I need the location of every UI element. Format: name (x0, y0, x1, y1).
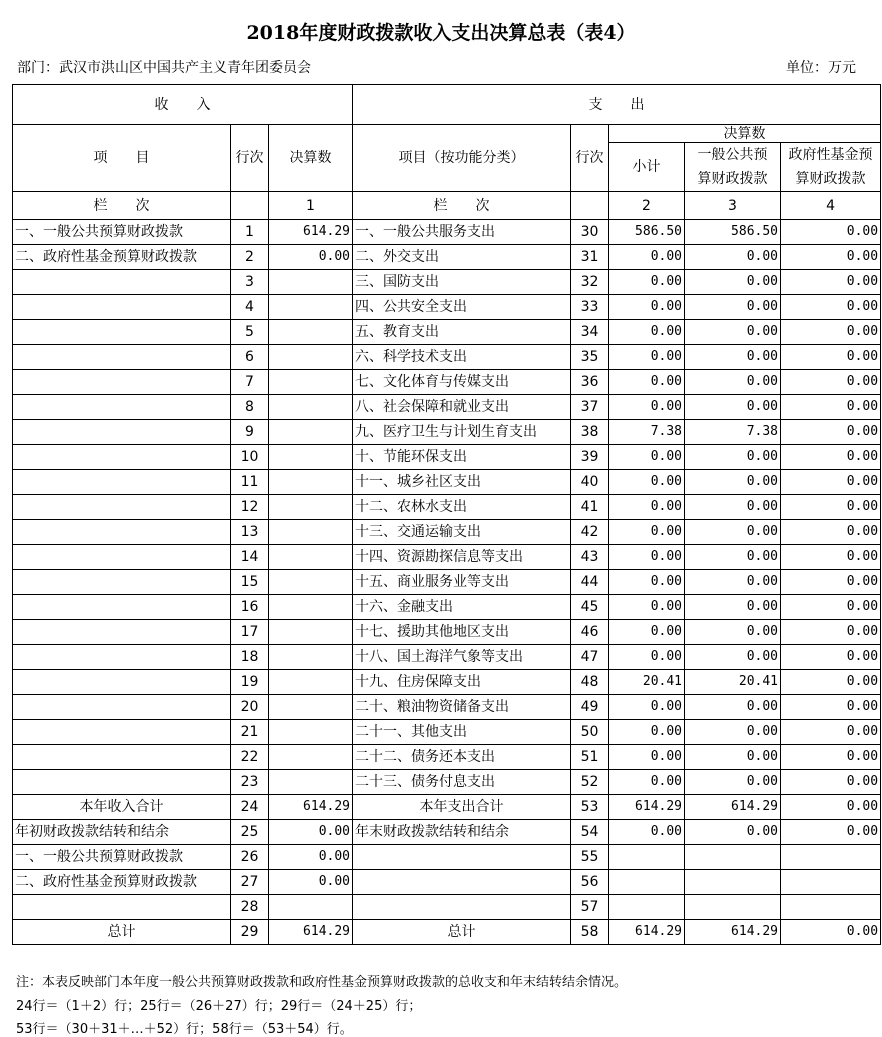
income-rowno-cell: 2 (231, 245, 269, 270)
general-budget-cell: 0.00 (685, 820, 781, 845)
expense-rowno-cell: 55 (571, 845, 609, 870)
expense-rowno-cell: 45 (571, 595, 609, 620)
subtotal-cell (609, 870, 685, 895)
note-line-2: 24行＝（1＋2）行；25行＝（26＋27）行；29行＝（24＋25）行； (16, 999, 422, 1014)
income-amount-cell: 0.00 (269, 870, 353, 895)
subtotal-cell: 0.00 (609, 770, 685, 795)
income-amount-cell (269, 470, 353, 495)
table-row (13, 370, 881, 395)
income-amount-cell (269, 545, 353, 570)
general-budget-cell: 0.00 (685, 745, 781, 770)
general-budget-cell: 0.00 (685, 695, 781, 720)
table-row (13, 870, 881, 895)
gov-fund-cell: 0.00 (781, 495, 881, 520)
general-budget-cell: 0.00 (685, 495, 781, 520)
income-item-cell (13, 320, 231, 345)
income-rowno-cell: 28 (231, 895, 269, 920)
expense-item-cell: 二十、粮油物资储备支出 (353, 695, 571, 720)
gov-fund-cell: 0.00 (781, 545, 881, 570)
income-header: 收 入 (13, 85, 353, 125)
gov-fund-cell: 0.00 (781, 420, 881, 445)
income-amount-cell (269, 895, 353, 920)
income-amount-cell (269, 770, 353, 795)
general-budget-cell: 0.00 (685, 320, 781, 345)
income-amount-cell: 614.29 (269, 220, 353, 245)
expense-rowno-cell: 30 (571, 220, 609, 245)
note-line-3: 53行＝（30＋31＋…＋52）行；58行＝（53＋54）行。 (16, 1022, 353, 1037)
col-index-4: 4 (781, 192, 881, 220)
table-row (13, 595, 881, 620)
subtotal-cell: 0.00 (609, 270, 685, 295)
expense-item-cell: 三、国防支出 (353, 270, 571, 295)
income-amount-cell (269, 345, 353, 370)
subtotal-cell: 0.00 (609, 345, 685, 370)
expense-header: 支 出 (353, 85, 881, 125)
empty-cell (231, 192, 269, 220)
expense-rowno-cell: 38 (571, 420, 609, 445)
expense-item-cell: 十五、商业服务业等支出 (353, 570, 571, 595)
expense-rowno-cell: 43 (571, 545, 609, 570)
subtotal-cell: 0.00 (609, 545, 685, 570)
income-rowno-cell: 20 (231, 695, 269, 720)
general-budget-cell: 0.00 (685, 595, 781, 620)
subtotal-cell: 7.38 (609, 420, 685, 445)
expense-item-cell: 八、社会保障和就业支出 (353, 395, 571, 420)
table-row (13, 620, 881, 645)
income-amount-cell (269, 570, 353, 595)
expense-rowno-cell: 42 (571, 520, 609, 545)
income-item-cell (13, 570, 231, 595)
expense-rowno-cell: 33 (571, 295, 609, 320)
gov-fund-cell: 0.00 (781, 470, 881, 495)
income-item-cell (13, 645, 231, 670)
expense-rowno-header: 行次 (571, 125, 609, 192)
gov-fund-cell: 0.00 (781, 220, 881, 245)
subtotal-cell: 0.00 (609, 820, 685, 845)
expense-rowno-cell: 47 (571, 645, 609, 670)
general-budget-cell: 0.00 (685, 470, 781, 495)
expense-item-cell: 二十三、债务付息支出 (353, 770, 571, 795)
income-lanci: 栏 次 (13, 192, 231, 220)
income-item-cell: 一、一般公共预算财政拨款 (13, 845, 231, 870)
expense-item-cell: 十二、农林水支出 (353, 495, 571, 520)
general-budget-cell: 0.00 (685, 245, 781, 270)
subtotal-cell: 0.00 (609, 745, 685, 770)
gov-fund-cell (781, 870, 881, 895)
income-item-cell: 二、政府性基金预算财政拨款 (13, 870, 231, 895)
income-rowno-cell: 27 (231, 870, 269, 895)
expense-item-cell: 七、文化体育与传媒支出 (353, 370, 571, 395)
income-item-cell (13, 545, 231, 570)
income-rowno-cell: 12 (231, 495, 269, 520)
table-row (13, 695, 881, 720)
expense-rowno-cell: 51 (571, 745, 609, 770)
subtotal-cell: 0.00 (609, 470, 685, 495)
expense-item-cell: 本年支出合计 (353, 795, 571, 820)
subtotal-cell: 0.00 (609, 295, 685, 320)
income-rowno-cell: 9 (231, 420, 269, 445)
income-item-cell: 本年收入合计 (13, 795, 231, 820)
income-rowno-cell: 29 (231, 920, 269, 945)
subtotal-cell: 0.00 (609, 620, 685, 645)
expense-rowno-cell: 37 (571, 395, 609, 420)
income-amount-cell (269, 695, 353, 720)
expense-item-cell: 十九、住房保障支出 (353, 670, 571, 695)
table-row (13, 895, 881, 920)
expense-lanci: 栏 次 (353, 192, 571, 220)
gov-fund-cell: 0.00 (781, 320, 881, 345)
income-amount-header: 决算数 (269, 125, 353, 192)
subtotal-cell: 0.00 (609, 245, 685, 270)
income-item-cell (13, 670, 231, 695)
income-item-cell (13, 745, 231, 770)
general-budget-cell: 0.00 (685, 295, 781, 320)
col-index-1: 1 (269, 192, 353, 220)
table-row (13, 520, 881, 545)
income-rowno-cell: 6 (231, 345, 269, 370)
income-item-cell (13, 695, 231, 720)
gov-fund-cell: 0.00 (781, 520, 881, 545)
income-item-cell: 一、一般公共预算财政拨款 (13, 220, 231, 245)
gov-fund-cell: 0.00 (781, 370, 881, 395)
general-budget-cell (685, 870, 781, 895)
income-item-cell (13, 370, 231, 395)
subtotal-cell: 0.00 (609, 720, 685, 745)
general-budget-cell: 614.29 (685, 920, 781, 945)
table-row (13, 420, 881, 445)
general-budget-cell: 0.00 (685, 370, 781, 395)
general-budget-cell: 0.00 (685, 520, 781, 545)
expense-rowno-cell: 56 (571, 870, 609, 895)
expense-item-cell: 二、外交支出 (353, 245, 571, 270)
income-rowno-cell: 24 (231, 795, 269, 820)
general-budget-cell: 7.38 (685, 420, 781, 445)
table-row (13, 270, 881, 295)
expense-item-cell: 九、医疗卫生与计划生育支出 (353, 420, 571, 445)
general-budget-cell (685, 895, 781, 920)
general-budget-cell: 0.00 (685, 445, 781, 470)
expense-rowno-cell: 52 (571, 770, 609, 795)
expense-item-cell: 十三、交通运输支出 (353, 520, 571, 545)
expense-rowno-cell: 49 (571, 695, 609, 720)
general-budget-cell: 0.00 (685, 270, 781, 295)
subtotal-cell: 0.00 (609, 595, 685, 620)
income-item-cell (13, 495, 231, 520)
income-item-cell (13, 345, 231, 370)
income-rowno-cell: 14 (231, 545, 269, 570)
gov-fund-header: 政府性基金预算财政拨款 (781, 143, 881, 192)
gov-fund-cell: 0.00 (781, 595, 881, 620)
income-amount-cell (269, 520, 353, 545)
income-amount-cell (269, 370, 353, 395)
income-item-cell: 二、政府性基金预算财政拨款 (13, 245, 231, 270)
income-amount-cell (269, 745, 353, 770)
table-row (13, 545, 881, 570)
income-rowno-cell: 16 (231, 595, 269, 620)
income-amount-cell (269, 645, 353, 670)
subtotal-cell: 614.29 (609, 920, 685, 945)
income-rowno-cell: 22 (231, 745, 269, 770)
gov-fund-cell: 0.00 (781, 745, 881, 770)
income-rowno-cell: 8 (231, 395, 269, 420)
expense-rowno-cell: 35 (571, 345, 609, 370)
expense-item-cell (353, 870, 571, 895)
general-budget-cell: 20.41 (685, 670, 781, 695)
income-rowno-cell: 17 (231, 620, 269, 645)
income-item-cell (13, 445, 231, 470)
income-item-cell (13, 420, 231, 445)
gov-fund-cell: 0.00 (781, 795, 881, 820)
expense-rowno-cell: 31 (571, 245, 609, 270)
table-row (13, 320, 881, 345)
general-budget-cell: 0.00 (685, 620, 781, 645)
gov-fund-cell: 0.00 (781, 395, 881, 420)
expense-rowno-cell: 57 (571, 895, 609, 920)
income-amount-cell (269, 495, 353, 520)
table-row (13, 745, 881, 770)
general-budget-cell (685, 845, 781, 870)
table-row (13, 570, 881, 595)
income-amount-cell (269, 320, 353, 345)
gov-fund-cell: 0.00 (781, 445, 881, 470)
empty-cell (571, 192, 609, 220)
income-amount-cell (269, 620, 353, 645)
subtotal-cell: 614.29 (609, 795, 685, 820)
subtotal-cell: 0.00 (609, 320, 685, 345)
income-item-cell (13, 520, 231, 545)
income-rowno-header: 行次 (231, 125, 269, 192)
subtotal-cell: 0.00 (609, 445, 685, 470)
gov-fund-cell: 0.00 (781, 695, 881, 720)
subtotal-cell (609, 845, 685, 870)
income-amount-cell (269, 295, 353, 320)
expense-rowno-cell: 32 (571, 270, 609, 295)
expense-item-cell: 六、科学技术支出 (353, 345, 571, 370)
income-amount-cell: 614.29 (269, 795, 353, 820)
table-row (13, 795, 881, 820)
income-item-cell: 总计 (13, 920, 231, 945)
general-budget-cell: 0.00 (685, 570, 781, 595)
expense-item-cell: 五、教育支出 (353, 320, 571, 345)
general-budget-cell: 0.00 (685, 345, 781, 370)
income-amount-cell (269, 595, 353, 620)
note-line-1: 注：本表反映部门本年度一般公共预算财政拨款和政府性基金预算财政拨款的总收支和年末结转结余情况。 (16, 975, 628, 990)
income-rowno-cell: 18 (231, 645, 269, 670)
table-row (13, 845, 881, 870)
income-item-cell (13, 895, 231, 920)
income-item-cell (13, 470, 231, 495)
income-rowno-cell: 15 (231, 570, 269, 595)
expense-item-cell: 年末财政拨款结转和结余 (353, 820, 571, 845)
gov-fund-cell: 0.00 (781, 645, 881, 670)
income-item-cell: 年初财政拨款结转和结余 (13, 820, 231, 845)
gov-fund-cell: 0.00 (781, 295, 881, 320)
col-index-3: 3 (685, 192, 781, 220)
income-rowno-cell: 5 (231, 320, 269, 345)
income-rowno-cell: 21 (231, 720, 269, 745)
expense-rowno-cell: 46 (571, 620, 609, 645)
income-item-cell (13, 295, 231, 320)
subtotal-cell: 586.50 (609, 220, 685, 245)
gov-fund-cell (781, 895, 881, 920)
subtotal-cell: 0.00 (609, 645, 685, 670)
budget-table (12, 84, 881, 945)
expense-item-cell: 二十一、其他支出 (353, 720, 571, 745)
general-budget-cell: 0.00 (685, 770, 781, 795)
subtotal-cell: 0.00 (609, 520, 685, 545)
expense-rowno-cell: 40 (571, 470, 609, 495)
table-row (13, 820, 881, 845)
table-row (13, 670, 881, 695)
expense-item-cell: 总计 (353, 920, 571, 945)
gov-fund-cell: 0.00 (781, 670, 881, 695)
expense-rowno-cell: 58 (571, 920, 609, 945)
gov-fund-cell: 0.00 (781, 770, 881, 795)
subtotal-cell: 0.00 (609, 570, 685, 595)
table-row (13, 395, 881, 420)
income-rowno-cell: 1 (231, 220, 269, 245)
income-amount-cell (269, 445, 353, 470)
income-amount-cell: 614.29 (269, 920, 353, 945)
expense-rowno-cell: 48 (571, 670, 609, 695)
income-amount-cell (269, 720, 353, 745)
expense-rowno-cell: 36 (571, 370, 609, 395)
income-rowno-cell: 23 (231, 770, 269, 795)
subtotal-header: 小计 (609, 143, 685, 192)
expense-item-cell: 十七、援助其他地区支出 (353, 620, 571, 645)
income-rowno-cell: 7 (231, 370, 269, 395)
income-rowno-cell: 13 (231, 520, 269, 545)
expense-item-cell: 十八、国土海洋气象等支出 (353, 645, 571, 670)
expense-item-cell: 十六、金融支出 (353, 595, 571, 620)
expense-item-cell (353, 895, 571, 920)
general-budget-cell: 614.29 (685, 795, 781, 820)
table-row (13, 245, 881, 270)
income-item-header: 项 目 (13, 125, 231, 192)
income-item-cell (13, 270, 231, 295)
income-amount-cell: 0.00 (269, 820, 353, 845)
gov-fund-cell: 0.00 (781, 270, 881, 295)
col-index-2: 2 (609, 192, 685, 220)
income-rowno-cell: 4 (231, 295, 269, 320)
table-row (13, 470, 881, 495)
income-item-cell (13, 395, 231, 420)
table-row (13, 220, 881, 245)
table-row (13, 770, 881, 795)
gov-fund-cell: 0.00 (781, 820, 881, 845)
table-row (13, 645, 881, 670)
gov-fund-cell: 0.00 (781, 345, 881, 370)
department-label: 部门：武汉市洪山区中国共产主义青年团委员会 (17, 60, 311, 76)
subtotal-cell: 20.41 (609, 670, 685, 695)
general-budget-cell: 0.00 (685, 545, 781, 570)
gov-fund-cell: 0.00 (781, 920, 881, 945)
income-item-cell (13, 720, 231, 745)
subtotal-cell: 0.00 (609, 395, 685, 420)
table-row (13, 295, 881, 320)
subtotal-cell: 0.00 (609, 695, 685, 720)
general-budget-cell: 0.00 (685, 645, 781, 670)
unit-label: 单位：万元 (786, 60, 856, 76)
expense-rowno-cell: 44 (571, 570, 609, 595)
table-row (13, 720, 881, 745)
general-budget-cell: 0.00 (685, 720, 781, 745)
expense-item-cell (353, 845, 571, 870)
income-rowno-cell: 11 (231, 470, 269, 495)
general-budget-header: 一般公共预算财政拨款 (685, 143, 781, 192)
subtotal-cell: 0.00 (609, 495, 685, 520)
income-rowno-cell: 26 (231, 845, 269, 870)
gov-fund-cell: 0.00 (781, 620, 881, 645)
expense-item-header: 项目（按功能分类） (353, 125, 571, 192)
expense-item-cell: 十、节能环保支出 (353, 445, 571, 470)
expense-rowno-cell: 50 (571, 720, 609, 745)
table-row (13, 920, 881, 945)
expense-rowno-cell: 54 (571, 820, 609, 845)
income-amount-cell: 0.00 (269, 845, 353, 870)
income-rowno-cell: 25 (231, 820, 269, 845)
expense-item-cell: 四、公共安全支出 (353, 295, 571, 320)
table-row (13, 345, 881, 370)
expense-item-cell: 一、一般公共服务支出 (353, 220, 571, 245)
expense-item-cell: 十一、城乡社区支出 (353, 470, 571, 495)
gov-fund-cell (781, 845, 881, 870)
income-amount-cell (269, 670, 353, 695)
income-amount-cell (269, 395, 353, 420)
income-rowno-cell: 3 (231, 270, 269, 295)
gov-fund-cell: 0.00 (781, 245, 881, 270)
report-title: 2018年度财政拨款收入支出决算总表（表4） (246, 22, 636, 44)
general-budget-cell: 0.00 (685, 395, 781, 420)
income-amount-cell: 0.00 (269, 245, 353, 270)
final-amount-header: 决算数 (609, 125, 881, 143)
expense-item-cell: 十四、资源勘探信息等支出 (353, 545, 571, 570)
table-row (13, 495, 881, 520)
income-item-cell (13, 595, 231, 620)
income-item-cell (13, 770, 231, 795)
table-row (13, 445, 881, 470)
expense-rowno-cell: 39 (571, 445, 609, 470)
expense-item-cell: 二十二、债务还本支出 (353, 745, 571, 770)
subtotal-cell (609, 895, 685, 920)
income-amount-cell (269, 420, 353, 445)
income-amount-cell (269, 270, 353, 295)
income-rowno-cell: 19 (231, 670, 269, 695)
expense-rowno-cell: 34 (571, 320, 609, 345)
gov-fund-cell: 0.00 (781, 720, 881, 745)
gov-fund-cell: 0.00 (781, 570, 881, 595)
income-item-cell (13, 620, 231, 645)
expense-rowno-cell: 53 (571, 795, 609, 820)
general-budget-cell: 586.50 (685, 220, 781, 245)
income-rowno-cell: 10 (231, 445, 269, 470)
subtotal-cell: 0.00 (609, 370, 685, 395)
expense-rowno-cell: 41 (571, 495, 609, 520)
